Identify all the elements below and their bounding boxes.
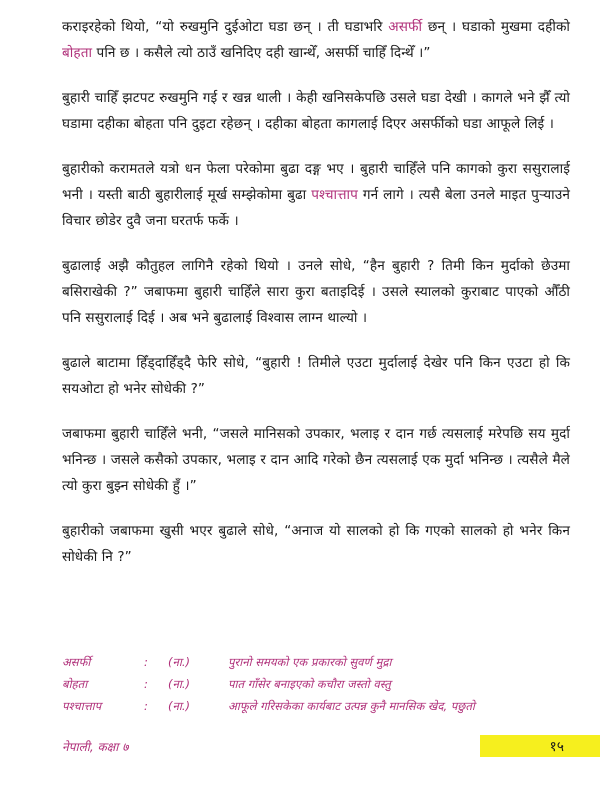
highlighted-word-bohata: बोहता xyxy=(62,45,93,61)
paragraph-text: बुढाले बाटामा हिँड्दाहिँड्दै फेरि सोधे, “बुहारी ! तिमीले एउटा मुर्दालाई देखेर पनि किन एउटा हो कि सयओटा हो भनेर सोधेकी ?” xyxy=(62,355,570,397)
page-number: १५ xyxy=(549,739,564,755)
paragraph-text: छन् । घडाको मुखमा दहीको xyxy=(422,19,571,35)
paragraph-text: बुहारीको जबाफमा खुसी भएर बुढाले सोधे, “अनाज यो सालको हो कि गएको सालको हो भनेर किन सोधेकी नि ?” xyxy=(62,523,570,565)
glossary-definition: पात गाँसेर बनाइएको कचौरा जस्तो वस्तु xyxy=(228,677,391,691)
story-body xyxy=(62,14,570,589)
glossary-separator: : xyxy=(144,655,148,669)
paragraph-text: जबाफमा बुहारी चाहिँले भनी, “जसले मानिसको उपकार, भलाइ र दान गर्छ त्यसलाई मरेपछि सय मुर्दा भनिन्छ । जसले कसैको उपकार, भलाइ र दान आदि गरेको छैन त्यसलाई एक मुर्दा भनिन्छ । त्यसैले मैले त्यो कुरा बुझ्न सोधेकी हुँ ।” xyxy=(62,426,570,494)
paragraph-2 xyxy=(62,85,570,137)
glossary-separator: : xyxy=(144,677,148,691)
highlighted-word-pashchattap: पश्चात्ताप xyxy=(311,187,358,203)
footer-subject-grade: नेपाली, कक्षा ७ xyxy=(62,740,129,754)
glossary-definition: पुरानो समयको एक प्रकारको सुवर्ण मुद्रा xyxy=(228,655,392,669)
glossary-term: पश्चात्ताप xyxy=(62,699,102,713)
glossary xyxy=(62,655,562,721)
paragraph-1 xyxy=(62,14,570,66)
highlighted-word-asarphi: असर्फी xyxy=(388,19,423,35)
paragraph-7 xyxy=(62,518,570,570)
paragraph-5 xyxy=(62,350,570,402)
paragraph-text: बुहारीको करामतले यत्रो धन फेला परेकोमा बुढा दङ्ग भए । बुहारी चाहिँले पनि कागको कुरा ससुरालाई भनी । यस्ती बाठी बुहारीलाई मूर्ख सम्झेकोमा बुढा xyxy=(62,161,570,203)
glossary-word-type: (ना.) xyxy=(168,699,190,713)
glossary-term: असर्फी xyxy=(62,655,91,669)
glossary-row xyxy=(62,699,562,721)
paragraph-text: बुढालाई अझै कौतुहल लागिनै रहेको थियो । उनले सोधे, “हैन बुहारी ? तिमी किन मुर्दाको छेउमा बसिराखेकी ?” जबाफमा बुहारी चाहिँले सारा कुरा बताइदिई । उसले स्यालको कुराबाट पाएको औँठी पनि ससुरालाई दिई । अब भने बुढालाई विश्वास लाग्न थाल्यो । xyxy=(62,258,570,326)
paragraph-text: पनि छ । कसैले त्यो ठाउँ खनिदिए दही खान्थेँ, असर्फी चाहिँ दिन्थेँ ।” xyxy=(92,45,431,61)
glossary-word-type: (ना.) xyxy=(168,677,190,691)
glossary-definition: आफूले गरिसकेका कार्यबाट उत्पन्न कुनै मानसिक खेद, पछुतो xyxy=(228,699,475,713)
glossary-row xyxy=(62,677,562,699)
page-number-band xyxy=(480,735,600,757)
paragraph-text: कराइरहेको थियो, “यो रुखमुनि दुईओटा घडा छन् । ती घडाभरि xyxy=(62,19,389,35)
paragraph-text: बुहारी चाहिँ झटपट रुखमुनि गई र खन्न थाली । केही खनिसकेपछि उसले घडा देखी । कागले भने झैँ त्यो घडामा दहीका बोहता पनि दुइटा रहेछन् । दहीका बोहता कागलाई दिएर असर्फीको घडा आफूले लिई । xyxy=(62,90,570,132)
glossary-term: बोहता xyxy=(62,677,88,691)
paragraph-3 xyxy=(62,156,570,234)
paragraph-4 xyxy=(62,253,570,331)
paragraph-text: गर्न लागे । त्यसै बेला उनले माइत पुऱ्याउने विचार छोडेर दुवै जना घरतर्फ फर्के । xyxy=(62,187,570,229)
paragraph-6 xyxy=(62,421,570,499)
glossary-word-type: (ना.) xyxy=(168,655,190,669)
glossary-separator: : xyxy=(144,699,148,713)
glossary-row xyxy=(62,655,562,677)
